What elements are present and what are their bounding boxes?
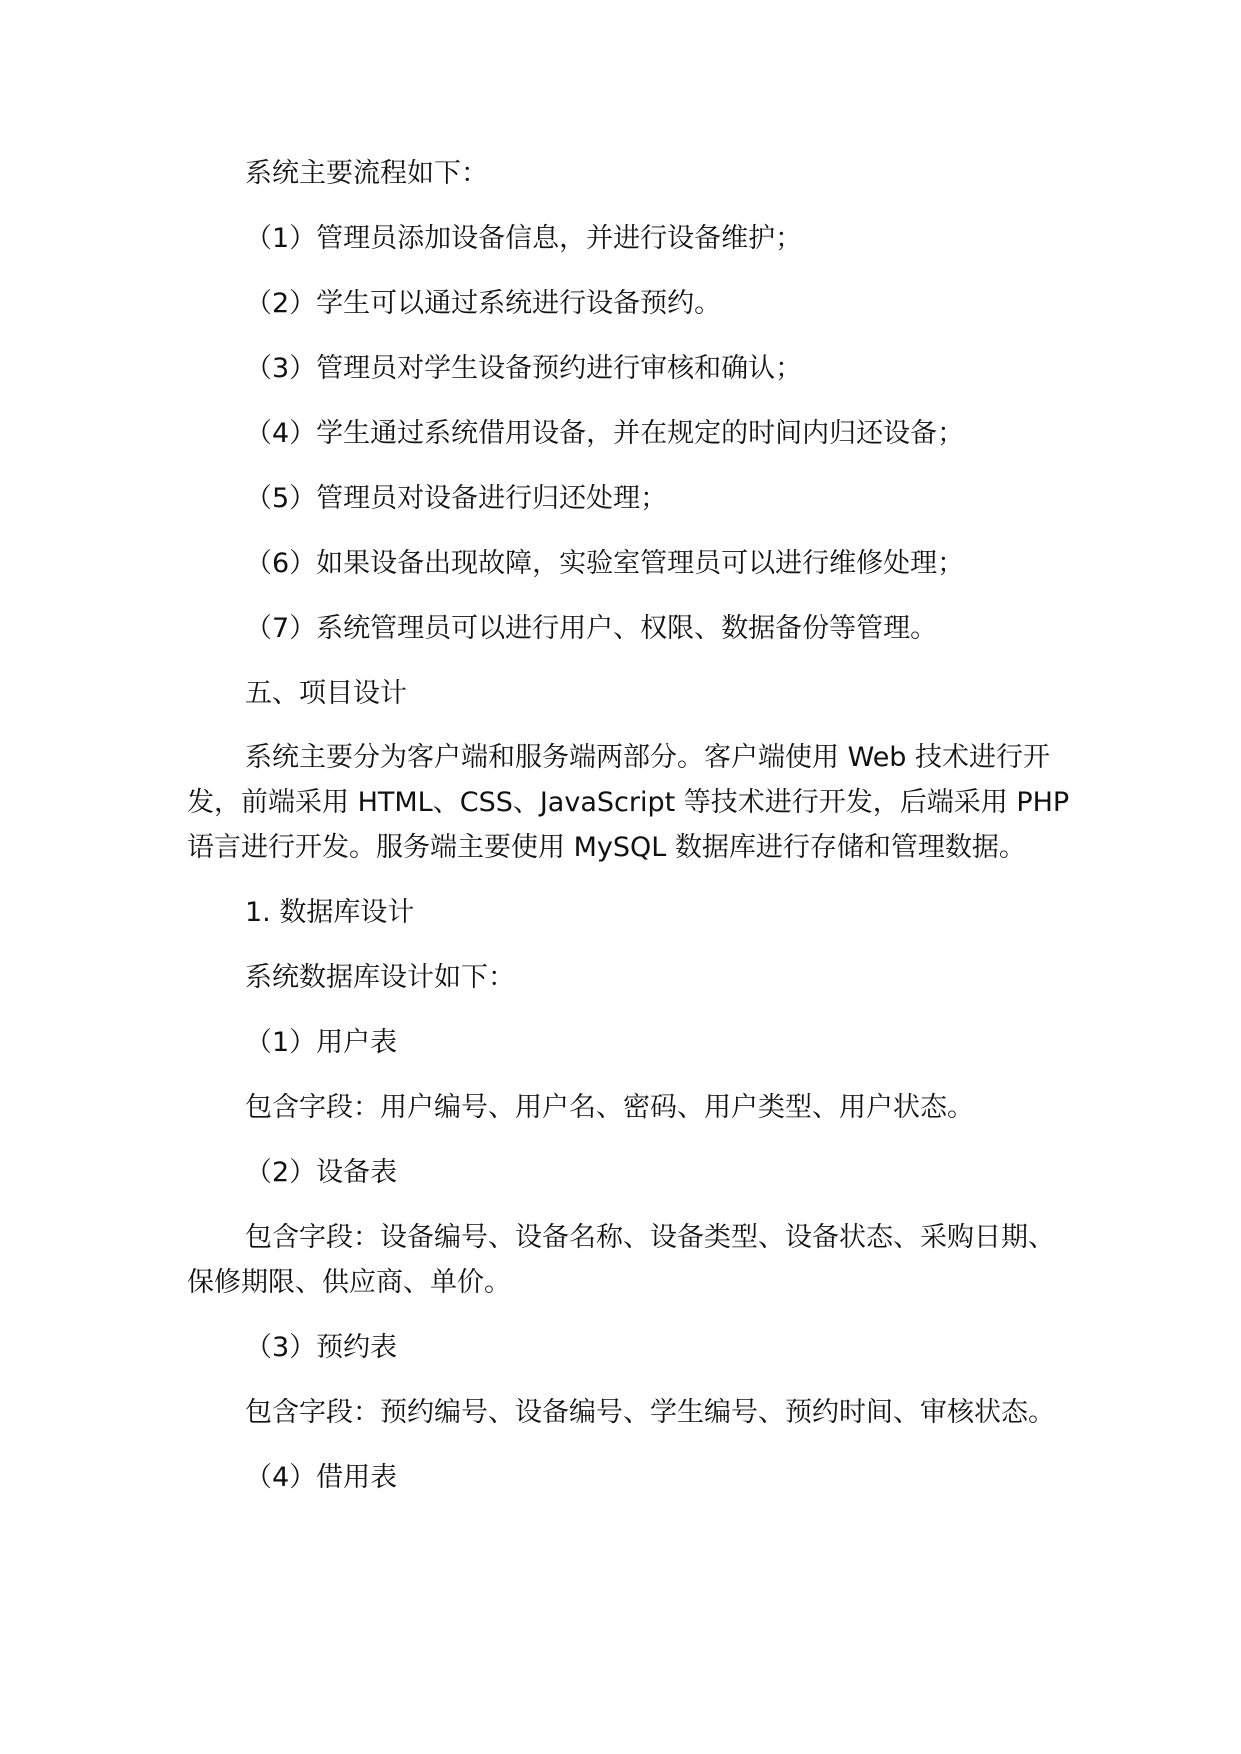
flow-step-3: （3）管理员对学生设备预约进行审核和确认； bbox=[245, 353, 803, 384]
section-heading-project-design: 五、项目设计 bbox=[245, 678, 407, 709]
flow-step-4: （4）学生通过系统借用设备，并在规定的时间内归还设备； bbox=[245, 418, 965, 449]
subsection-heading-database-design: 1. 数据库设计 bbox=[245, 897, 415, 928]
flow-step-6: （6）如果设备出现故障，实验室管理员可以进行维修处理； bbox=[245, 548, 965, 579]
table-title-borrowing: （4）借用表 bbox=[245, 1462, 398, 1493]
flow-step-7: （7）系统管理员可以进行用户、权限、数据备份等管理。 bbox=[245, 613, 938, 644]
table-fields-reservations: 包含字段：预约编号、设备编号、学生编号、预约时间、审核状态。 bbox=[245, 1397, 1055, 1428]
db-intro: 系统数据库设计如下： bbox=[245, 962, 515, 993]
table-fields-devices-line-2: 保修期限、供应商、单价。 bbox=[187, 1267, 511, 1298]
flow-step-5: （5）管理员对设备进行归还处理； bbox=[245, 483, 668, 514]
paragraph-line-1: 系统主要分为客户端和服务端两部分。客户端使用 Web 技术进行开 bbox=[245, 742, 1051, 773]
flow-step-2: （2）学生可以通过系统进行设备预约。 bbox=[245, 288, 722, 319]
table-title-users: （1）用户表 bbox=[245, 1027, 398, 1058]
paragraph-line-3: 语言进行开发。服务端主要使用 MySQL 数据库进行存储和管理数据。 bbox=[187, 832, 1026, 863]
table-title-reservations: （3）预约表 bbox=[245, 1332, 398, 1363]
paragraph-line-2: 发，前端采用 HTML、CSS、JavaScript 等技术进行开发，后端采用 PHP bbox=[187, 787, 1070, 818]
table-fields-devices-line-1: 包含字段：设备编号、设备名称、设备类型、设备状态、采购日期、 bbox=[245, 1222, 1055, 1253]
flow-step-1: （1）管理员添加设备信息，并进行设备维护； bbox=[245, 223, 803, 254]
table-title-devices: （2）设备表 bbox=[245, 1157, 398, 1188]
table-fields-users: 包含字段：用户编号、用户名、密码、用户类型、用户状态。 bbox=[245, 1092, 974, 1123]
flow-intro: 系统主要流程如下： bbox=[245, 158, 488, 189]
